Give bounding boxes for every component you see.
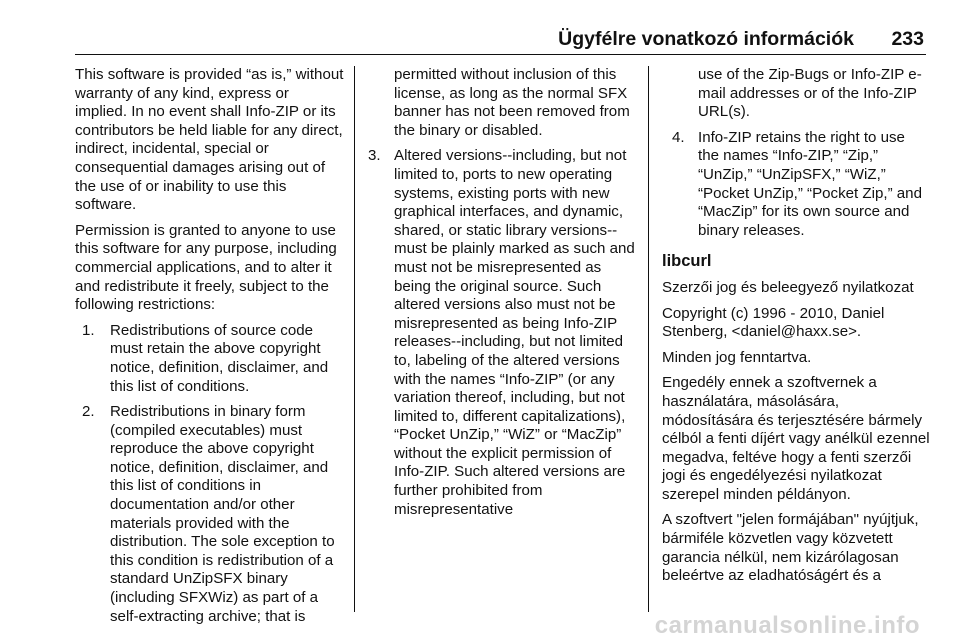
list-number: 1. <box>82 321 95 339</box>
paragraph: Copyright (c) 1996 - 2010, Daniel Stenberg, <daniel@haxx.se>. <box>662 304 885 341</box>
list-item <box>82 322 345 396</box>
paragraph: Minden jog fenntartva. <box>662 348 812 366</box>
column-left <box>75 66 345 633</box>
list-item <box>82 403 345 626</box>
list-number: 2. <box>82 403 95 421</box>
column-middle <box>368 66 636 526</box>
list-item-text: Redistributions in binary form (compiled executables) must reproduce the above copyright notice, definition, disclaimer, and this list of conditions in documentation and/or other materials provided with the distribution. The sole exception to this condition is redistribution of a standard UnZipSFX binary (including SFXWiz) as part of a self-extracting archive; that is <box>110 403 335 625</box>
page-header <box>75 28 926 55</box>
watermark: carmanualsonline.info <box>654 612 920 639</box>
list-item-text: Altered versions--including, but not limited to, ports to new operating systems, existing ports with new graphical interfaces, and dynamic, shared, or static library versions--must be plainly marked as such and must not be misrepresented as being the original source. Such altered versions also must not be misrepresented as being Info-ZIP releases--including, but not limited to, labeling of the altered versions with the names “Info-ZIP” (or any variation thereof, including, but not limited to, different capitalizations), “Pocket UnZip,” “WiZ” or “MacZip” without the explicit permission of Info-ZIP. Such altered versions are further prohibited from misrepresentative <box>394 147 635 518</box>
paragraph: Engedély ennek a szoftvernek a használatára, másolására, módosítására és terjesztésére bármely célból a fenti díjért vagy anélkül ezennel megadva, feltéve hogy a fenti szerzői jogi és engedélyezési nyilatkozat szerepel minden példányon. <box>662 374 930 503</box>
section-heading: libcurl <box>662 252 712 271</box>
column-divider <box>648 66 649 612</box>
paragraph: A szoftvert "jelen formájában" nyújtjuk, bármiféle közvetlen vagy közvetett garancia nélkül, nem kizárólagosan beleértve az eladhatóságért és a <box>662 511 919 585</box>
list-number: 4. <box>672 128 685 146</box>
paragraph: This software is provided “as is,” without warranty of any kind, express or implied. In no event shall Info-ZIP or its contributors be held liable for any direct, indirect, incidental, special or consequential damages arising out of the use of or inability to use this software. <box>75 66 344 214</box>
column-divider <box>354 66 355 612</box>
list-item-text: Info-ZIP retains the right to use the names “Info-ZIP,” “Zip,” “UnZip,” “UnZipSFX,” “WiZ,” “Pocket UnZip,” “Pocket Zip,” and “MacZip” for its own source and binary releases. <box>698 128 922 239</box>
paragraph: Permission is granted to anyone to use this software for any purpose, including commercial applications, and to alter it and redistribute it freely, subject to the following restrictions: <box>75 221 337 314</box>
page-number: 233 <box>891 28 924 50</box>
list-number: 3. <box>368 147 381 165</box>
paragraph: Szerzői jog és beleegyező nyilatkozat <box>662 278 914 296</box>
list-item <box>672 129 930 241</box>
page-title: Ügyfélre vonatkozó információk <box>558 28 854 50</box>
column-right <box>662 66 930 593</box>
list-item-continuation: use of the Zip-Bugs or Info-ZIP e-mail addresses or of the Info-ZIP URL(s). <box>698 66 922 121</box>
list-item <box>368 147 636 519</box>
list-item-continuation: permitted without inclusion of this license, as long as the normal SFX banner has not been removed from the binary or disabled. <box>394 66 630 139</box>
list-item-text: Redistributions of source code must retain the above copyright notice, definition, disclaimer, and this list of conditions. <box>110 321 329 395</box>
